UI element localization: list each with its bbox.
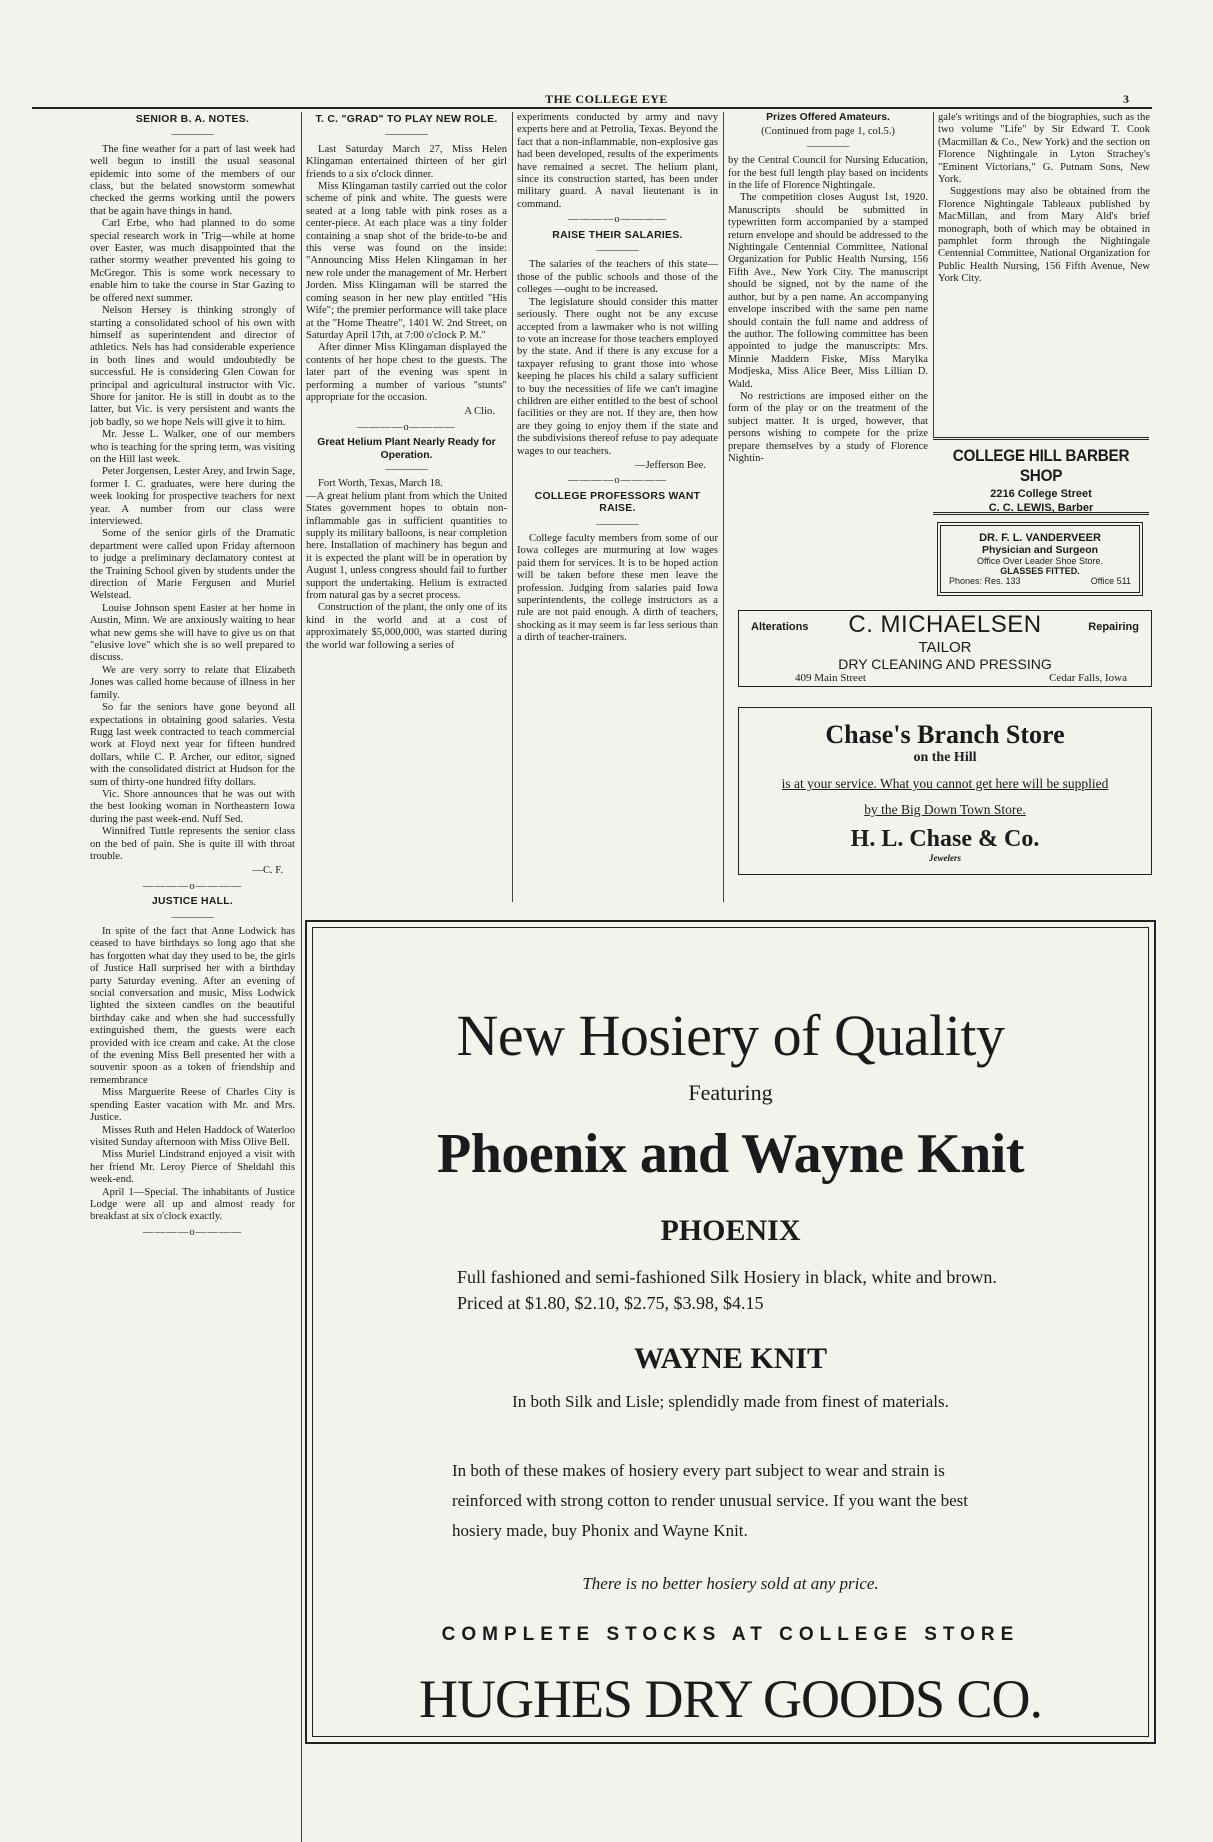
- paragraph: In spite of the fact that Anne Lodwick has ceased to have birthdays so long ago that she has forgotten what day they used to be, the girls of Justice Hall surprised her with a birthday party Saturday evening. After an evening of social conversation and music, Miss Lodwick lighted the sixteen candles on the beautiful birthday cake and when she had successfully extinguished them, the guests were each provided with ice cream and cake. At the close of the evening Miss Bell presented her with a souvenir spoon as a token of friendship and remembrance: [90, 926, 295, 1086]
- paragraph: The legislature should consider this matter seriously. There ought not be any excuse accepted from a lawmaker who is not willing to vote an increase for those teachers employed by the state. And if there is any excuse for a taxpayer refusing to grant those into whose keeping he places his child a salary sufficient to buy the necessities of life we can't imagine children are either entitled to the best of school facilities or they are not. If they are, then how are they going to enjoy them if the state and the subdivisions thereof refuse to pay adequate wages to our teachers.: [517, 296, 718, 457]
- separator: ————: [806, 140, 850, 152]
- separator: ————o————: [142, 1226, 243, 1238]
- masthead-title: THE COLLEGE EYE: [545, 92, 668, 106]
- paragraph: College faculty members from some of our Iowa colleges are murmuring at low wages paid them for services. It is to be hoped action will be taken before these men leave the profession. Judging from salaries paid Iowa superintendents, the college instructors as a rule are not paid enough. A dirth of teachers, shocking as it may seem is far less serious than a dirth of teacher-trainers.: [517, 533, 718, 644]
- ad-line: by the Big Down Town Store.: [864, 802, 1026, 817]
- paragraph: by the Central Council for Nursing Education, for the best full length play based on incidents in the life of Florence Nightingale.: [728, 155, 928, 192]
- paragraph: Last Saturday March 27, Miss Helen Klingaman entertained thirteen of her girl friends to a six o'clock dinner.: [306, 143, 507, 180]
- ad-address-row: [739, 672, 1151, 684]
- column-divider: [512, 112, 513, 902]
- separator: ————o————: [142, 880, 243, 892]
- paragraph: Miss Klingaman tastily carried out the color scheme of pink and white. The guests were seated at a long table with pink roses as a center-piece. At each place was a tiny folder containing a snap shot of the bride-to-be and this verse was found on the inside: "Announcing Miss Helen Klingaman in her new role under the management of Mr. Herbert Jorden. Miss Klingaman will be starred the coming season in her new play entitled "His Wife"; the premier performance will take place at the "Home Theatre", 1401 W. 2nd Street, on Saturday April 17th, at 7:00 o'clock P. M.": [306, 181, 507, 341]
- ad-name: C. MICHAELSEN: [848, 611, 1042, 638]
- paragraph: Louise Johnson spent Easter at her home in Austin, Minn. We are anxiously waiting to hear what new gems she will have to give us on that "elusive love" which she is so well prepared to discuss.: [90, 602, 295, 664]
- paragraph: Vic. Shore announces that he was out with the best looking woman in Northeastern Iowa during the past week-end. Nuff Sed.: [90, 788, 295, 825]
- paragraph: The salaries of the teachers of this state—those of the public schools and those of the colleges —ought to be increased.: [517, 259, 718, 296]
- column-divider: [933, 112, 934, 442]
- paragraph: Mr. Jesse L. Walker, one of our members who is teaching for the spring term, was visiting on the Hill last week.: [90, 429, 295, 465]
- ad-trade: TAILOR: [918, 639, 972, 656]
- separator: ————o————: [567, 214, 668, 226]
- paragraph: The competition closes August 1st, 1920. Manuscripts should be submitted in typewritten form accompanied by a stamped return envelope and should be addressed to the Nightingale Centennial Committee, National Organization for Public Health Nursing, 156 Fifth Ave., New York City. The manuscript should be signed, not by the name of the author, but by a pen name. An accompanying envelope inscribed with the same pen name should contain the full name and address of the author. The following committee has been appointed to judge the manuscripts: Mrs. Minnie Maddern Fiske, Miss Marylka Modjeska, Miss Alice Beer, Miss Lillian D. Wald.: [728, 192, 928, 390]
- page-number: 3: [1123, 92, 1129, 106]
- paragraph: We are very sorry to relate that Elizabeth Jones was called home because of illness in her family.: [90, 664, 295, 701]
- column-2: [306, 112, 507, 902]
- paragraph: Miss Muriel Lindstrand enjoyed a visit with her friend Mr. Leroy Pierce of Sheldahl this week-end.: [90, 1149, 295, 1186]
- paragraph: —A great helium plant from which the United States government hopes to obtain non-inflammable gas in sufficient quantities to supply its military balloons, is near completion here. Installation of machinery has begun and it is expected the plant will be in operation by August 1, unless congress should fail to further support the undertaking. Helium is extracted from natural gas by a secret process.: [306, 490, 507, 602]
- column-1: [90, 112, 295, 1834]
- ad-company: H. L. Chase & Co.: [850, 826, 1040, 852]
- paragraph: No restrictions are imposed either on the form of the play or on the treatment of the subject matter. It is urged, however, that persons wishing to compete for the prize prepare themselves by a study of Florence Nightin-: [728, 390, 928, 464]
- separator: ————o————: [356, 421, 457, 433]
- ad-service: DRY CLEANING AND PRESSING: [838, 656, 1052, 672]
- paragraph: Winnifred Tuttle represents the senior class on the bed of pain. She is quite ill with throat trouble.: [90, 826, 295, 862]
- byline: A Clio.: [464, 406, 495, 418]
- ad-phoenix-title: PHOENIX: [660, 1214, 801, 1247]
- ad-line: is at your service. What you cannot get here will be supplied: [781, 776, 1109, 791]
- subheading: (Continued from page 1, col.5.): [761, 126, 895, 138]
- ad-address: 409 Main Street: [795, 672, 866, 684]
- paragraph: After dinner Miss Klingaman displayed the contents of her hope chest to the guests. The later part of the evening was spent in performing a number of various "stunts" appropriate for the occasion.: [306, 342, 507, 403]
- paragraph: Misses Ruth and Helen Haddock of Waterloo visited Sunday afternoon with Miss Olive Bell.: [90, 1124, 295, 1148]
- tailor-ad: [738, 610, 1152, 687]
- ad-featuring: Featuring: [688, 1080, 773, 1105]
- paragraph: Nelson Hersey is thinking strongly of starting a consolidated school of his own with himself as superintendent and director of athletics. Nels has had considerable experience in both lines and would undoubtedly be successful. He is considering Glen Cowan for principal and agricultural instructor with Vic. Shore for janitor. He is still in doubt as to the latter, but Vic. is very persistent and wants the job badly, so we hope Nels will give it to him.: [90, 305, 295, 428]
- ad-right-label: Repairing: [1088, 621, 1139, 633]
- ad-name: DR. F. L. VANDERVEER: [979, 532, 1101, 544]
- separator: ————: [596, 245, 639, 257]
- ad-phones: [941, 576, 1139, 586]
- column-divider: [723, 112, 724, 902]
- article-heading: JUSTICE HALL.: [151, 896, 234, 908]
- paragraph: Miss Marguerite Reese of Charles City is spending Easter vacation with Mr. and Mrs. Justice.: [90, 1087, 295, 1124]
- separator: ————: [171, 911, 214, 923]
- paragraph: Construction of the plant, the only one of its kind in the world and at a cost of approximately $5,000,000, was started during the world war following a series of: [306, 602, 507, 651]
- separator: ————o————: [567, 475, 668, 487]
- column-3: [517, 112, 718, 902]
- ad-body: In both of these makes of hosiery every part subject to wear and strain is reinforced with strong cotton to render unusual service. If you want the best hosiery made, buy Phonix and Wayne Knit.: [452, 1461, 968, 1540]
- ad-wayne-text: In both Silk and Lisle; splendidly made from finest of materials.: [512, 1392, 949, 1411]
- ad-phoenix-text: Full fashioned and semi-fashioned Silk Hosiery in black, white and brown. Priced at $1.80, $2.10, $2.75, $3.98, $4.15: [457, 1267, 997, 1313]
- separator: ————: [171, 129, 214, 141]
- article-heading: T. C. "GRAD" TO PLAY NEW ROLE.: [315, 114, 498, 125]
- byline: —C. F.: [252, 865, 283, 877]
- separator: ————: [596, 518, 639, 530]
- paragraph: Some of the senior girls of the Dramatic department were called upon Friday afternoon to judge a preliminary declamatory contest at the Training School given by students under the direction of Marie Fergusen and Muriel Welstead.: [90, 528, 295, 602]
- ad-address: 2216 College Street: [990, 488, 1092, 500]
- ad-brands: Phoenix and Wayne Knit: [436, 1123, 1024, 1185]
- ad-name: Chase's Branch Store: [825, 720, 1065, 749]
- separator: ————: [385, 129, 428, 141]
- chase-store-ad: [738, 707, 1152, 875]
- ad-glasses: GLASSES FITTED.: [1000, 566, 1080, 576]
- ad-headline: New Hosiery of Quality: [456, 1003, 1005, 1068]
- ad-title: Physician and Surgeon: [981, 544, 1099, 556]
- physician-ad: [940, 525, 1140, 593]
- article-heading: Prizes Offered Amateurs.: [766, 112, 890, 123]
- ad-store: HUGHES DRY GOODS CO.: [418, 1669, 1043, 1729]
- ad-office-phone: Office 511: [1090, 576, 1131, 586]
- article-heading: COLLEGE PROFESSORS WANT RAISE.: [534, 490, 701, 515]
- article-heading: RAISE THEIR SALARIES.: [552, 229, 683, 241]
- paragraph: The fine weather for a part of last week had well begun to instill the usual seasonal epidemic into some of the members of our class, but the belated snowstorm somewhat checked the germs working until the powers that be again have things in hand.: [90, 143, 295, 217]
- ad-wayne-title: WAYNE KNIT: [633, 1342, 828, 1375]
- barber-shop-ad: [933, 437, 1149, 515]
- column-5: [938, 112, 1150, 434]
- ad-tagline: There is no better hosiery sold at any price.: [582, 1574, 879, 1593]
- paragraph: experiments conducted by army and navy experts here and at Petrolia, Texas. Beyond the fact that a non-inflammable, non-explosive gas had been developed, results of the experiments have remained a secret. The helium plant, since its construction started, has been under military guard. A naval lieutenant is in command.: [517, 112, 718, 210]
- ad-name: COLLEGE HILL BARBER SHOP: [952, 446, 1130, 485]
- column-divider: [301, 112, 302, 1842]
- paragraph: Carl Erbe, who had planned to do some special research work in 'Trig—while at home over Easter, was much disappointed that the rather stormy weather prevented his going to McGregor. This is some work necessary to enable him to take the course in Star Gazing to be offered next summer.: [90, 218, 295, 304]
- paragraph: gale's writings and of the biographies, such as the two volume "Life" by Sir Edward T. Cook (Macmillan & Co., New York) and the section on Florence Nightingale in Lyton Strachey's "Eminent Victorians," G. Putnam Sons, New York.: [938, 112, 1150, 186]
- ad-res-phone: Phones: Res. 133: [949, 576, 1021, 586]
- hosiery-ad: [305, 920, 1156, 1744]
- header-rule: [32, 107, 1152, 109]
- byline: —Jefferson Bee.: [635, 459, 706, 471]
- column-4: [728, 112, 928, 604]
- ad-office: Office Over Leader Shoe Store.: [977, 556, 1103, 566]
- separator: ————: [385, 463, 428, 475]
- ad-sub: on the Hill: [913, 750, 977, 765]
- ad-left-label: Alterations: [751, 621, 809, 633]
- paragraph: So far the seniors have gone beyond all expectations in obtaining good salaries. Vesta Rugg last week contracted to teach commercial work at Floyd next year for fifteen hundred dollars, while C. P. Archer, our editor, signed with the consolidated district at Hudson for the sum of thirty-one hundred fifty dollars.: [90, 702, 295, 788]
- ad-proprietor: C. C. LEWIS, Barber: [988, 502, 1094, 514]
- paragraph: April 1—Special. The inhabitants of Justice Lodge were all up and almost ready for breakfast at six o'clock exactly.: [90, 1186, 295, 1223]
- dateline: Fort Worth, Texas, March 18.: [318, 478, 443, 490]
- article-heading: Great Helium Plant Nearly Ready for Operation.: [317, 437, 496, 461]
- ad-stocks: COMPLETE STOCKS AT COLLEGE STORE: [441, 1624, 1020, 1645]
- article-heading: SENIOR B. A. NOTES.: [135, 114, 250, 125]
- running-header: [0, 92, 1213, 106]
- paragraph: Peter Jorgensen, Lester Arey, and Irwin Sage, former I. C. graduates, were here during the week looking for prospective teachers for next year. A number from our class were interviewed.: [90, 466, 295, 527]
- paragraph: Suggestions may also be obtained from the Florence Nightingale Tableaux published by MacMillan, and from Mary Ald's brief monograph, both of which may be obtained in pamphlet form through the Nightingale Centennial Committee, National Organization for Public Health Nursing, 156 Fifth Avenue, New York City.: [938, 186, 1150, 285]
- ad-city: Cedar Falls, Iowa: [1049, 672, 1127, 684]
- ad-jewelers: Jewelers: [929, 853, 961, 863]
